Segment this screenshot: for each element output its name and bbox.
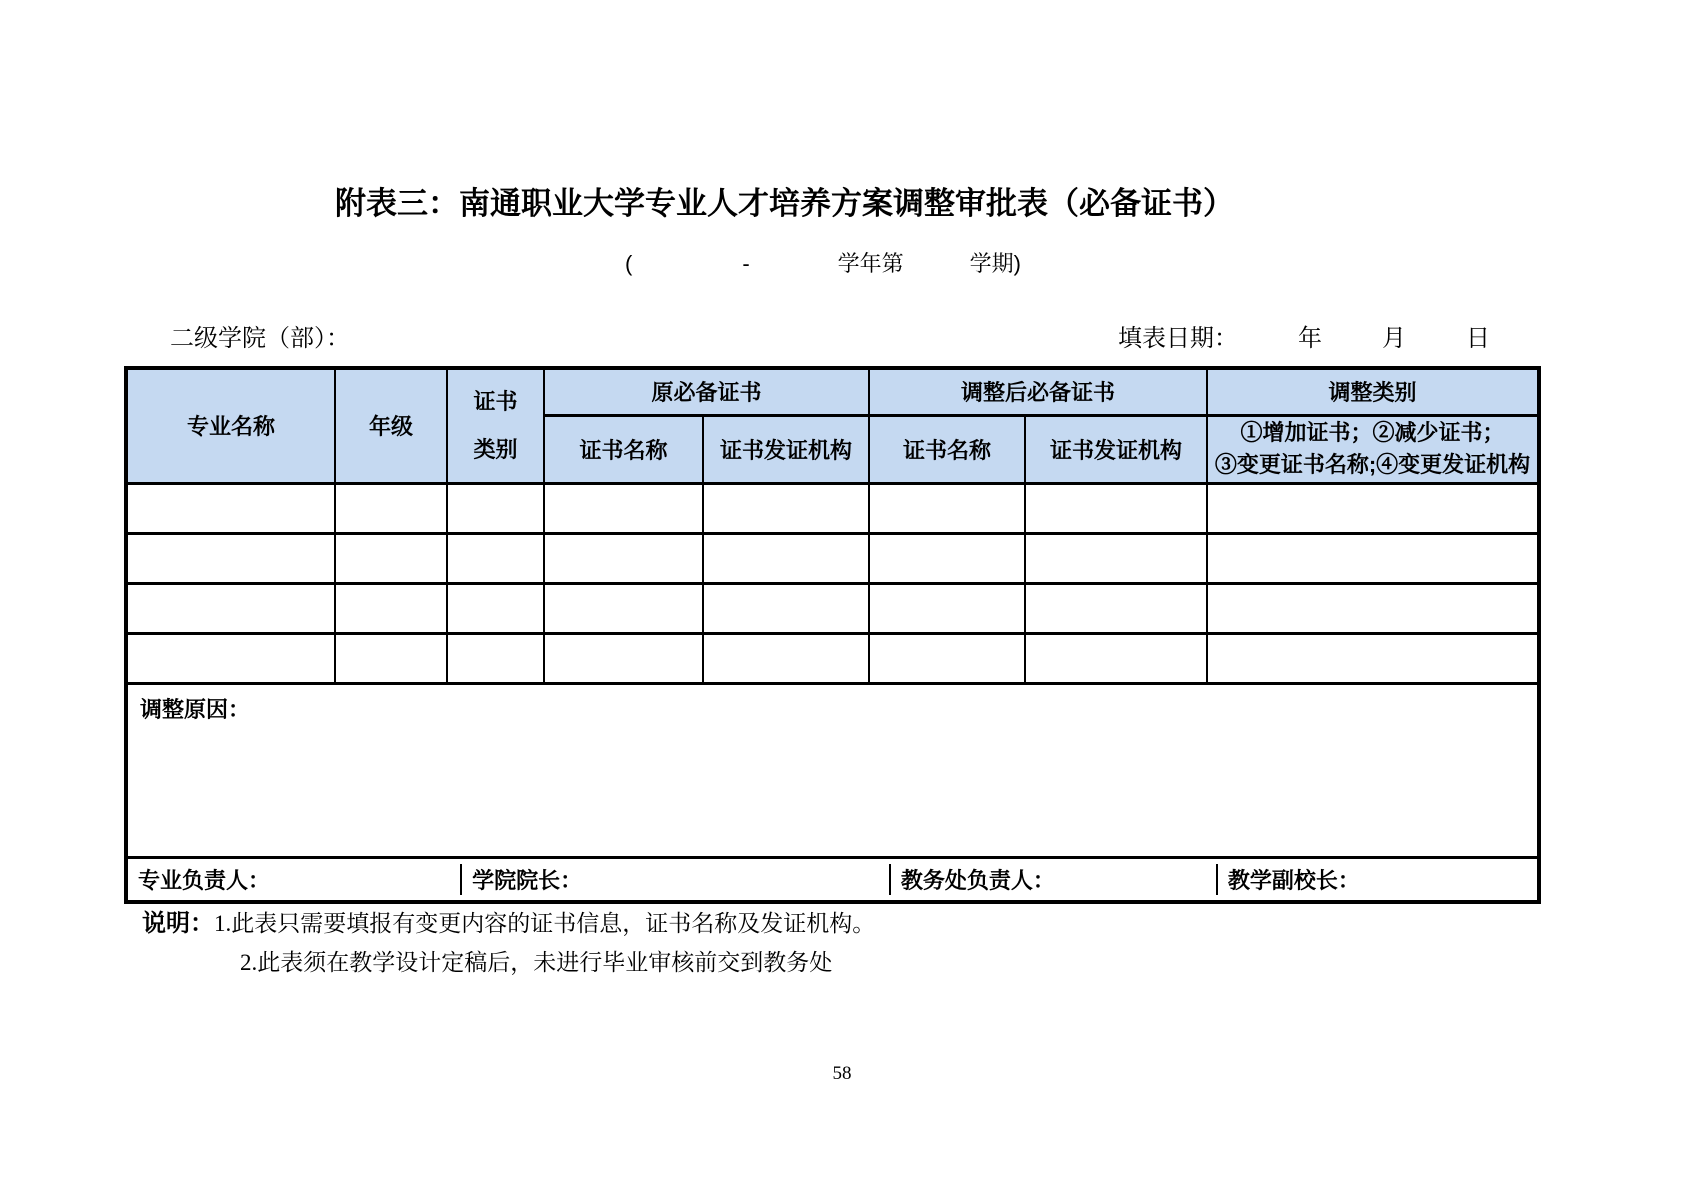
col-header-grade: 年级 (335, 368, 447, 483)
adjust-reason-row (126, 683, 1539, 857)
adjust-detail-line1: ①增加证书；②减少证书； (1240, 420, 1505, 446)
empty-cell (1025, 583, 1207, 633)
date-month-label: 月 (1382, 325, 1406, 352)
empty-cell (1207, 483, 1539, 533)
empty-cell (869, 633, 1025, 683)
empty-cell (1025, 533, 1207, 583)
table-row (126, 533, 1539, 583)
group-header-original-cert: 原必备证书 (544, 368, 869, 415)
header-row-groups (126, 368, 1539, 415)
cert-category-line1: 证书 (473, 388, 518, 414)
adjust-reason-cell: 调整原因： (126, 683, 1539, 857)
empty-cell (1207, 633, 1539, 683)
table-row (126, 583, 1539, 633)
empty-cell (544, 483, 703, 533)
signature-row (126, 857, 1539, 902)
group-header-adjust-category: 调整类别 (1207, 368, 1539, 415)
empty-cell (126, 633, 335, 683)
col-header-adj-cert-issuer: 证书发证机构 (1025, 415, 1207, 483)
empty-cell (869, 483, 1025, 533)
empty-cell (544, 533, 703, 583)
document-title: 附表三：南通职业大学专业人才培养方案调整审批表（必备证书） (335, 186, 1234, 221)
empty-cell (703, 483, 869, 533)
empty-cell (703, 583, 869, 633)
date-year-label: 年 (1298, 325, 1322, 352)
academic-year-subtitle: ( - 学年第 学期) (625, 251, 1021, 276)
empty-cell (447, 633, 544, 683)
fill-date-label: 填表日期： (1118, 325, 1238, 352)
signature-vice-president: 教学副校长： (1216, 864, 1537, 895)
table-row (126, 483, 1539, 533)
col-header-orig-cert-issuer: 证书发证机构 (703, 415, 869, 483)
empty-cell (447, 583, 544, 633)
empty-cell (869, 533, 1025, 583)
col-header-major-name: 专业名称 (126, 368, 335, 483)
empty-cell (126, 483, 335, 533)
date-day-label: 日 (1466, 325, 1490, 352)
empty-cell (1025, 483, 1207, 533)
empty-cell (1025, 633, 1207, 683)
empty-cell (544, 633, 703, 683)
empty-cell (335, 633, 447, 683)
fill-date-group (1118, 318, 1490, 353)
certificate-adjustment-table (124, 366, 1541, 904)
empty-cell (447, 483, 544, 533)
cert-category-line2: 类别 (473, 436, 518, 462)
table-row (126, 633, 1539, 683)
signature-major-leader: 专业负责人： (138, 867, 271, 893)
col-header-adj-cert-name: 证书名称 (869, 415, 1025, 483)
empty-cell (447, 533, 544, 583)
adjust-detail-line2: ③变更证书名称;④变更发证机构 (1214, 452, 1531, 477)
empty-cell (544, 583, 703, 633)
col-header-cert-category (447, 368, 544, 483)
empty-cell (1207, 583, 1539, 633)
page-number: 58 (832, 1063, 852, 1084)
empty-cell (126, 533, 335, 583)
notes-label: 说明： (142, 910, 214, 937)
signature-cells (126, 857, 1539, 902)
group-header-adjusted-cert: 调整后必备证书 (869, 368, 1207, 415)
empty-cell (335, 583, 447, 633)
empty-cell (703, 633, 869, 683)
empty-cell (703, 533, 869, 583)
notes-line-1 (142, 903, 875, 938)
signature-wrap (128, 864, 1537, 895)
col-header-adjust-detail (1207, 415, 1539, 483)
empty-cell (335, 533, 447, 583)
college-label: 二级学院（部）： (170, 325, 350, 352)
signature-college-dean: 学院院长： (460, 864, 889, 895)
empty-cell (869, 583, 1025, 633)
notes-text-1: 1.此表只需要填报有变更内容的证书信息，证书名称及发证机构。 (214, 911, 876, 936)
notes-line-2: 2.此表须在教学设计定稿后，未进行毕业审核前交到教务处 (240, 950, 833, 975)
empty-cell (1207, 533, 1539, 583)
empty-cell (126, 583, 335, 633)
signature-academic-affairs-head: 教务处负责人： (889, 864, 1216, 895)
empty-cell (335, 483, 447, 533)
col-header-orig-cert-name: 证书名称 (544, 415, 703, 483)
